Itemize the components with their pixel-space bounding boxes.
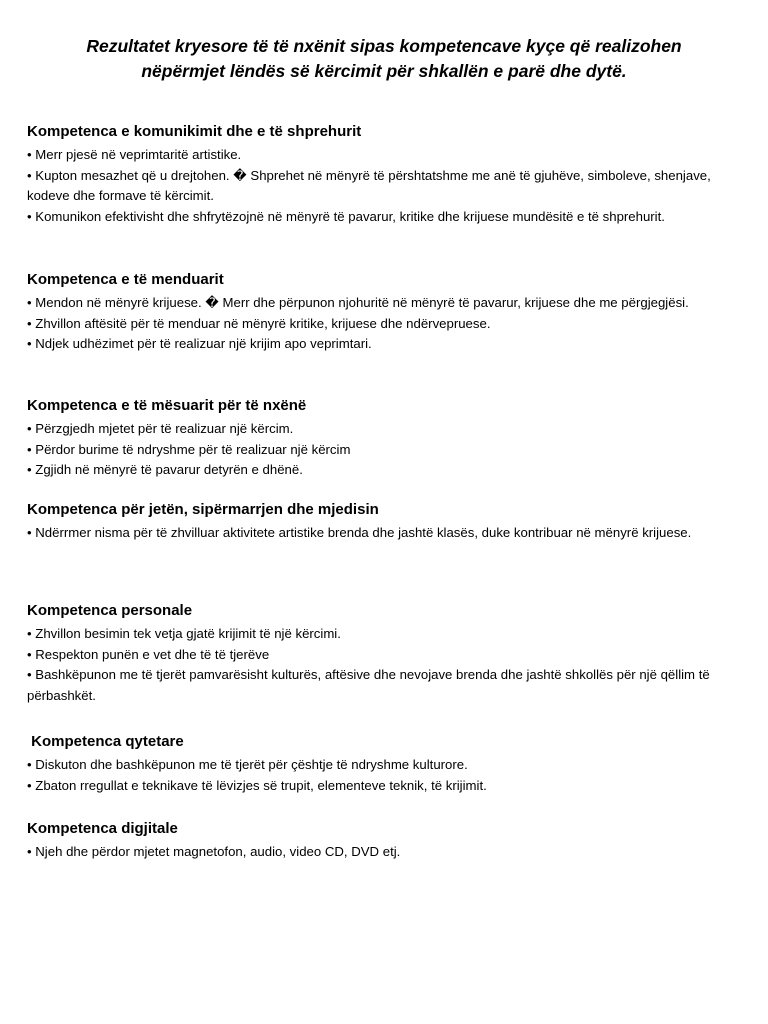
list-item: • Bashkëpunon me të tjerët pamvarësisht kulturës, aftësive dhe nevojave brenda dhe jashtë shkollës për një qëllim të përbashkët. — [27, 667, 710, 703]
section-jeten — [27, 500, 747, 544]
list-item: • Zbaton rregullat e teknikave të lëvizjes së trupit, elementeve teknik, të krijimit. — [27, 777, 487, 793]
list-item: • Njeh dhe përdor mjetet magnetofon, audio, video CD, DVD etj. — [27, 844, 401, 859]
list-item: • Zgjidh në mënyrë të pavarur detyrën e dhënë. — [27, 462, 303, 477]
section-digjitale — [27, 819, 747, 863]
section-heading: Kompetenca e të menduarit — [27, 271, 224, 288]
list-item: • Zhvillon besimin tek vetja gjatë krijimit të një kërcimi. — [27, 626, 341, 641]
title-line-1: Rezultatet kryesore të të nxënit sipas kompetencave kyçe që realizohen — [86, 36, 682, 56]
list-item: • Diskuton dhe bashkëpunon me të tjerët për çështje të ndryshme kulturore. — [27, 757, 468, 772]
section-heading: Kompetenca e komunikimit dhe e të shprehurit — [27, 123, 362, 140]
section-heading: Kompetenca e të mësuarit për të nxënë — [27, 397, 307, 414]
list-item: • Respekton punën e vet dhe të të tjerëve — [27, 646, 270, 662]
list-item: • Ndjek udhëzimet për të realizuar një krijim apo veprimtari. — [27, 336, 372, 351]
section-heading: Kompetenca digjitale — [27, 820, 178, 837]
list-item: • Merr pjesë në veprimtaritë artistike. — [27, 147, 242, 162]
section-komunikimit — [27, 122, 747, 227]
section-qytetare — [27, 732, 747, 796]
list-item: • Komunikon efektivisht dhe shfrytëzojnë në mënyrë të pavarur, kritike dhe krijuese mundësitë e të shprehurit. — [27, 208, 665, 224]
list-item: • Përzgjedh mjetet për të realizuar një kërcim. — [27, 421, 294, 436]
section-personale — [27, 601, 747, 706]
list-item: • Përdor burime të ndryshme për të realizuar një kërcim — [27, 441, 351, 457]
list-item: • Mendon në mënyrë krijuese. � Merr dhe përpunon njohuritë në mënyrë të pavarur, krijuese dhe me përgjegjësi. — [27, 295, 689, 310]
page-title — [20, 34, 748, 84]
section-menduarit — [27, 270, 747, 355]
list-item: • Zhvillon aftësitë për të menduar në mënyrë kritike, krijuese dhe ndërvepruese. — [27, 315, 491, 331]
list-item: • Ndërrmer nisma për të zhvilluar aktivitete artistike brenda dhe jashtë klasës, duke kontribuar në mënyrë krijuese. — [27, 525, 692, 540]
title-line-2: nëpërmjet lëndës së kërcimit për shkallën e parë dhe dytë. — [141, 61, 627, 81]
section-heading: Kompetenca për jetën, sipërmarrjen dhe mjedisin — [27, 501, 379, 518]
section-heading: Kompetenca personale — [27, 602, 193, 619]
section-mesuarit — [27, 396, 747, 481]
list-item: • Kupton mesazhet që u drejtohen. � Shprehet në mënyrë të përshtatshme me anë të gjuhëve, simboleve, shenjave, kodeve dhe formave të kërcimit. — [27, 167, 711, 203]
section-heading: Kompetenca qytetare — [27, 733, 184, 750]
